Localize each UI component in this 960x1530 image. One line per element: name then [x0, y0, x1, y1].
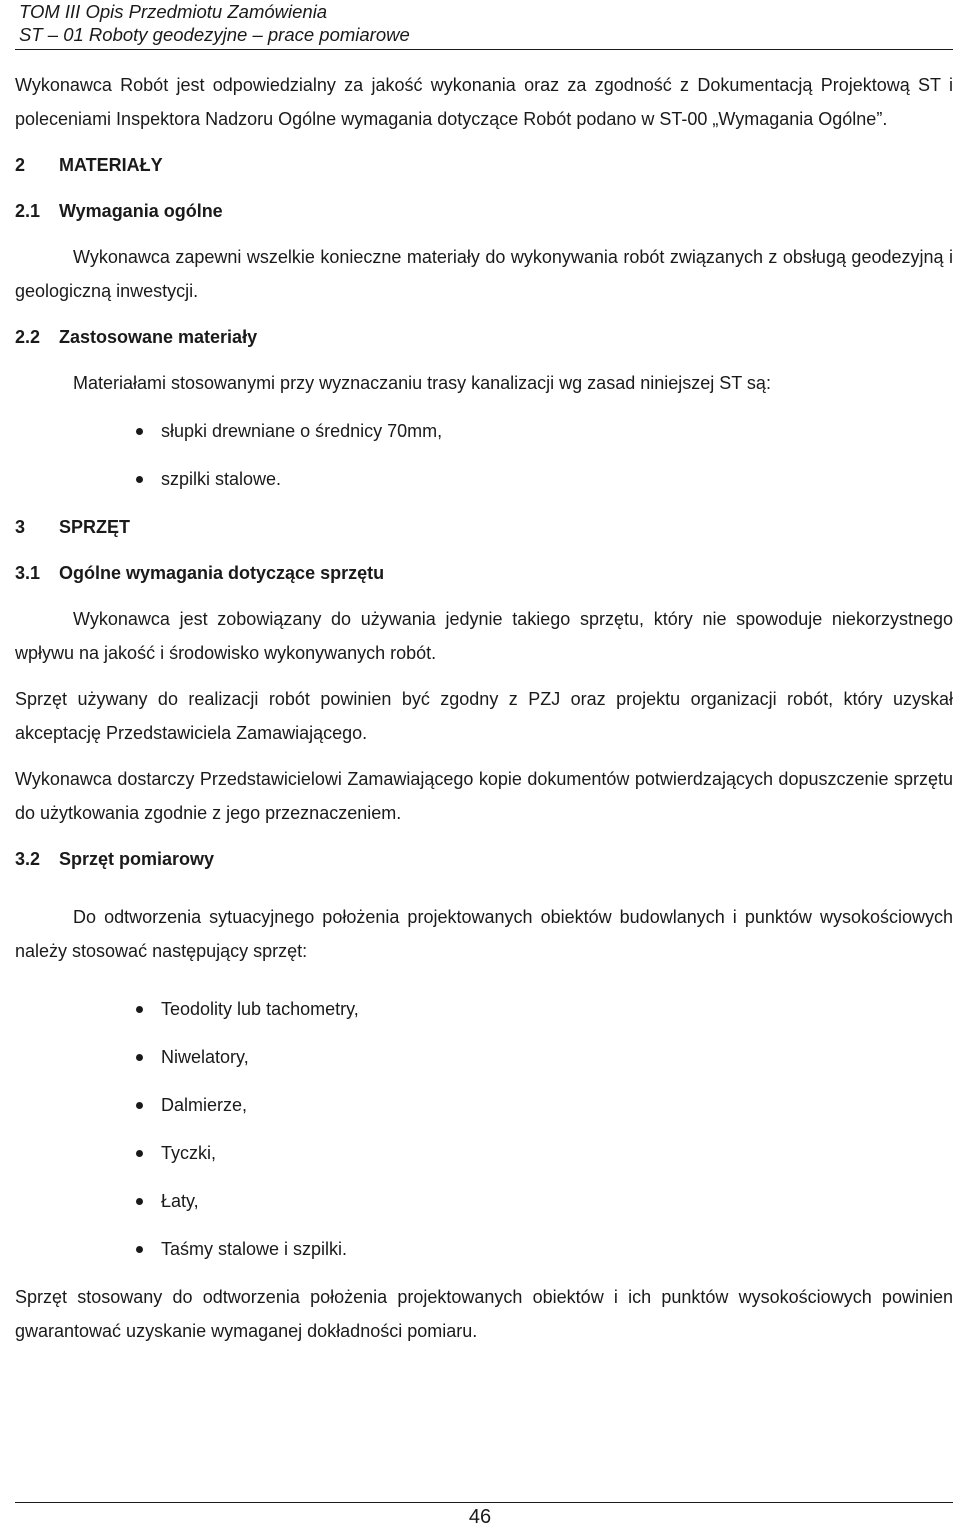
section-number: 2 — [15, 155, 26, 175]
list-item — [15, 1040, 953, 1088]
list-item-text: Teodolity lub tachometry, — [161, 999, 359, 1019]
section-3-1-paragraph-2: Sprzęt używany do realizacji robót powinien być zgodny z PZJ oraz projektu organizacji robót, który uzyskał akceptację Przedstawiciela Zamawiającego. — [15, 689, 953, 743]
bullet-icon — [136, 1198, 143, 1205]
section-title: Ogólne wymagania dotyczące sprzętu — [59, 563, 385, 583]
list-item — [15, 414, 953, 462]
list-item-text: szpilki stalowe. — [161, 469, 282, 489]
section-3-2-heading — [15, 842, 953, 900]
section-title: Zastosowane materiały — [59, 327, 258, 347]
section-3-1-paragraph-1: Wykonawca jest zobowiązany do używania jedynie takiego sprzętu, który nie spowoduje niekorzystnego wpływu na jakość i środowisko wykonywanych robót. — [15, 609, 953, 663]
page-number: 46 — [468, 1506, 492, 1528]
section-3-2-paragraph: Do odtworzenia sytuacyjnego położenia projektowanych obiektów budowlanych i punktów wysokościowych należy stosować następujący sprzęt: — [15, 907, 953, 961]
section-title: SPRZĘT — [59, 517, 131, 537]
bullet-icon — [136, 428, 143, 435]
list-item — [15, 1088, 953, 1136]
list-item-text: Dalmierze, — [161, 1095, 248, 1115]
list-item — [15, 1136, 953, 1184]
section-3-2-closing-paragraph: Sprzęt stosowany do odtworzenia położenia projektowanych obiektów i ich punktów wysokościowych powinien gwarantować uzyskanie wymaganej dokładności pomiaru. — [15, 1287, 953, 1341]
document-body — [15, 68, 953, 1348]
section-title: Wymagania ogólne — [59, 201, 223, 221]
section-title: Sprzęt pomiarowy — [59, 849, 215, 869]
section-3-heading — [15, 510, 953, 556]
list-item — [15, 1232, 953, 1280]
list-item-text: Tyczki, — [161, 1143, 217, 1163]
section-3-1-paragraph-3: Wykonawca dostarczy Przedstawicielowi Zamawiającego kopie dokumentów potwierdzających dopuszczenie sprzętu do użytkowania zgodnie z jego przeznaczeniem. — [15, 769, 953, 823]
list-item-text: Taśmy stalowe i szpilki. — [161, 1239, 348, 1259]
section-3-1-heading — [15, 556, 953, 602]
section-2-1-paragraph: Wykonawca zapewni wszelkie konieczne materiały do wykonywania robót związanych z obsługą geodezyjną i geologiczną inwestycji. — [15, 247, 953, 301]
bullet-icon — [136, 1150, 143, 1157]
section-2-2-heading — [15, 320, 953, 366]
header-divider — [15, 49, 953, 50]
footer-divider — [15, 1502, 953, 1503]
bullet-icon — [136, 1246, 143, 1253]
section-number: 3 — [15, 517, 26, 537]
section-number: 3.1 — [15, 563, 41, 583]
section-number: 3.2 — [15, 849, 41, 869]
section-number: 2.1 — [15, 201, 41, 221]
section-2-2-paragraph: Materiałami stosowanymi przy wyznaczaniu trasy kanalizacji wg zasad niniejszej ST są: — [73, 373, 771, 393]
section-2-heading — [15, 148, 953, 194]
list-item-text: Łaty, — [161, 1191, 199, 1211]
header-subtitle: ST – 01 Roboty geodezyjne – prace pomiarowe — [19, 24, 410, 45]
list-item — [15, 462, 953, 510]
header-title: TOM III Opis Przedmiotu Zamówienia — [19, 1, 328, 22]
section-title: MATERIAŁY — [59, 155, 163, 175]
equipment-list — [15, 992, 953, 1280]
list-item-text: Niwelatory, — [161, 1047, 249, 1067]
materials-list — [15, 414, 953, 510]
list-item — [15, 1184, 953, 1232]
section-2-1-heading — [15, 194, 953, 240]
section-number: 2.2 — [15, 327, 41, 347]
bullet-icon — [136, 1102, 143, 1109]
bullet-icon — [136, 476, 143, 483]
intro-paragraph: Wykonawca Robót jest odpowiedzialny za jakość wykonania oraz za zgodność z Dokumentacją Projektową ST i poleceniami Inspektora Nadzoru Ogólne wymagania dotyczące Robót podano w ST-00 „Wymagania Ogólne”. — [15, 75, 953, 129]
page-header — [19, 0, 949, 46]
list-item — [15, 992, 953, 1040]
list-item-text: słupki drewniane o średnicy 70mm, — [161, 421, 443, 441]
bullet-icon — [136, 1006, 143, 1013]
bullet-icon — [136, 1054, 143, 1061]
